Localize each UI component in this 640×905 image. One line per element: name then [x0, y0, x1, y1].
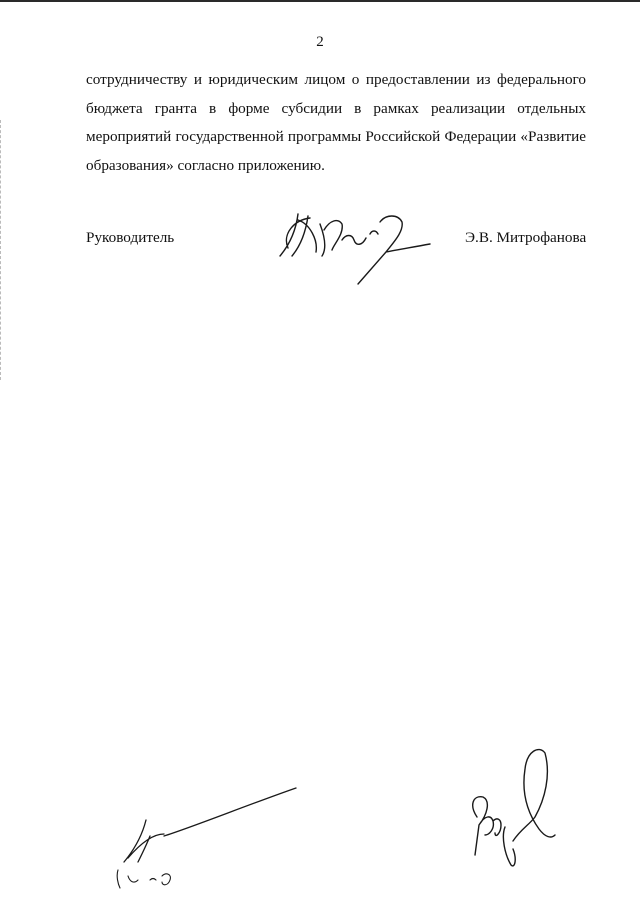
approval-signature-left: [110, 780, 300, 890]
signer-name: Э.В. Митрофанова: [465, 229, 587, 246]
body-line-2: бюджета гранта в форме субсидии в рамках реализации отдельных: [86, 99, 586, 117]
approval-signature-right: [455, 745, 565, 870]
page-number: 2: [316, 34, 324, 50]
director-signature: [268, 200, 438, 290]
body-line-4: образования» согласно приложению.: [86, 156, 325, 174]
body-paragraph: [86, 66, 586, 180]
scan-left-edge: [0, 120, 2, 380]
body-line-3: мероприятий государственной программы Российской Федерации «Развитие: [86, 128, 586, 145]
signer-title: Руководитель: [86, 229, 175, 246]
body-line-1: сотрудничеству и юридическим лицом о предоставлении из федерального: [86, 71, 586, 88]
scan-top-edge: [0, 0, 640, 2]
